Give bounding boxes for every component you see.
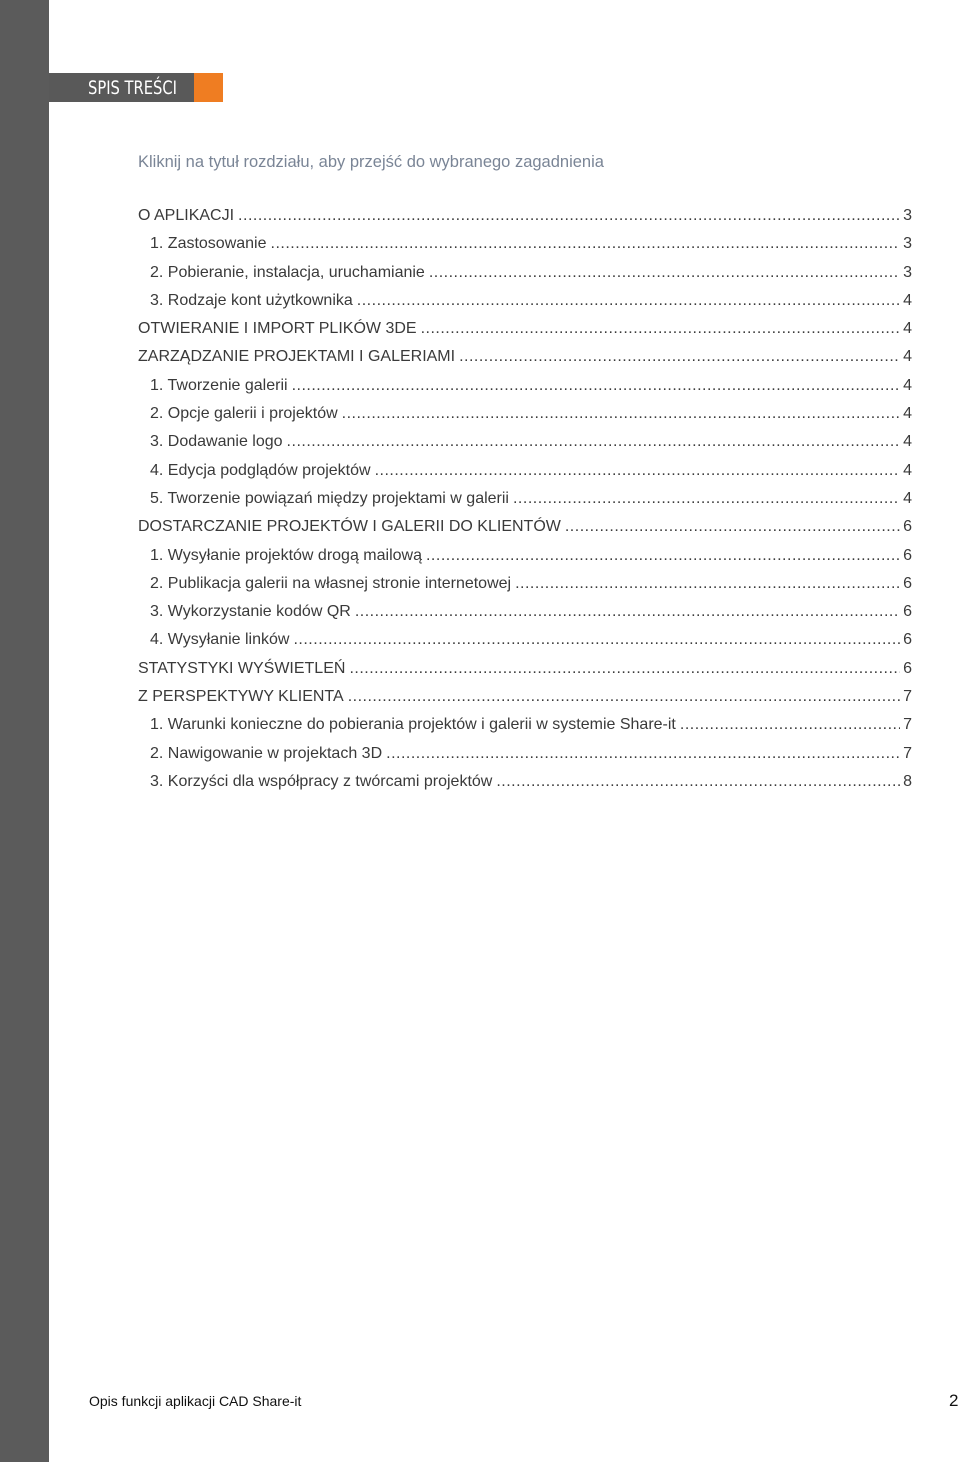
- toc-entry-page: 3: [903, 263, 912, 281]
- toc-entry-page: 7: [903, 716, 912, 734]
- toc-entry-title: DOSTARCZANIE PROJEKTÓW I GALERII DO KLIENTÓW: [138, 518, 561, 536]
- toc-entry-title: 1. Zastosowanie: [150, 235, 267, 253]
- toc-entry-title: 2. Opcje galerii i projektów: [150, 405, 338, 423]
- toc-entry[interactable]: [138, 768, 912, 796]
- toc-dot-leader: [386, 740, 900, 768]
- toc-entry[interactable]: [138, 343, 912, 371]
- toc-dot-leader: [496, 768, 900, 796]
- toc-entry[interactable]: [138, 485, 912, 513]
- toc-entry-title: 3. Dodawanie logo: [150, 433, 283, 451]
- toc-entry-title: 1. Warunki konieczne do pobierania projektów i galerii w systemie Share-it: [150, 716, 676, 734]
- toc-entry-title: 4. Edycja podglądów projektów: [150, 461, 371, 479]
- toc-entry[interactable]: [138, 428, 912, 456]
- page-number: 2: [949, 1391, 959, 1410]
- toc-entry-title: 1. Tworzenie galerii: [150, 376, 288, 394]
- toc-entry[interactable]: [138, 570, 912, 598]
- toc-entry-page: 6: [903, 603, 912, 621]
- toc-dot-leader: [271, 230, 900, 258]
- toc-entry-page: 4: [903, 348, 912, 366]
- toc-entry-page: 3: [903, 207, 912, 224]
- toc-entry-page: 4: [903, 433, 912, 451]
- toc-entry-page: 6: [903, 659, 912, 677]
- toc-entry-page: 3: [903, 235, 912, 253]
- table-of-contents: [138, 202, 912, 796]
- toc-dot-leader: [348, 683, 900, 711]
- toc-entry-page: 4: [903, 461, 912, 479]
- toc-entry-page: 4: [903, 489, 912, 507]
- toc-entry[interactable]: [138, 287, 912, 315]
- toc-entry[interactable]: [138, 372, 912, 400]
- toc-dot-leader: [293, 626, 900, 654]
- toc-entry-title: 2. Nawigowanie w projektach 3D: [150, 744, 383, 762]
- toc-entry[interactable]: [138, 542, 912, 570]
- toc-entry-page: 7: [903, 688, 912, 706]
- toc-entry[interactable]: [138, 202, 912, 230]
- toc-entry-title: 3. Wykorzystanie kodów QR: [150, 603, 351, 621]
- toc-dot-leader: [375, 457, 900, 485]
- toc-dot-leader: [680, 711, 900, 739]
- toc-entry-title: 3. Korzyści dla współpracy z twórcami projektów: [150, 772, 493, 790]
- toc-entry-title: 2. Publikacja galerii na własnej stronie internetowej: [150, 574, 512, 592]
- toc-entry-page: 6: [903, 574, 912, 592]
- toc-entry-page: 6: [903, 518, 912, 536]
- toc-entry-title: 5. Tworzenie powiązań między projektami w galerii: [150, 489, 509, 507]
- toc-entry[interactable]: [138, 457, 912, 485]
- title-accent-square: [194, 73, 223, 102]
- left-sidebar-bar: [0, 0, 49, 1462]
- toc-entry[interactable]: [138, 598, 912, 626]
- toc-entry-page: 4: [903, 320, 912, 338]
- toc-entry[interactable]: [138, 711, 912, 739]
- toc-entry[interactable]: [138, 400, 912, 428]
- toc-entry-title: 2. Pobieranie, instalacja, uruchamianie: [150, 263, 425, 281]
- toc-dot-leader: [513, 485, 900, 513]
- toc-dot-leader: [357, 287, 900, 315]
- toc-dot-leader: [421, 315, 900, 343]
- toc-entry-page: 4: [903, 405, 912, 423]
- page-title: SPIS TREŚCI: [88, 77, 177, 99]
- toc-dot-leader: [515, 570, 900, 598]
- toc-entry-title: 4. Wysyłanie linków: [150, 631, 290, 649]
- toc-dot-leader: [292, 372, 900, 400]
- toc-entry[interactable]: [138, 315, 912, 343]
- toc-entry[interactable]: [138, 683, 912, 711]
- toc-entry[interactable]: [138, 230, 912, 258]
- toc-dot-leader: [355, 598, 900, 626]
- toc-entry[interactable]: [138, 626, 912, 654]
- intro-text: Kliknij na tytuł rozdziału, aby przejść do wybranego zagadnienia: [138, 153, 604, 171]
- toc-entry[interactable]: [138, 513, 912, 541]
- toc-entry[interactable]: [138, 259, 912, 287]
- footer-title: Opis funkcji aplikacji CAD Share-it: [89, 1393, 302, 1409]
- toc-dot-leader: [238, 202, 900, 230]
- toc-dot-leader: [565, 513, 900, 541]
- toc-entry[interactable]: [138, 655, 912, 683]
- toc-entry-title: O APLIKACJI: [138, 207, 235, 224]
- toc-entry-page: 6: [903, 546, 912, 564]
- toc-dot-leader: [426, 542, 900, 570]
- toc-dot-leader: [342, 400, 900, 428]
- toc-dot-leader: [349, 655, 900, 683]
- toc-entry[interactable]: [138, 740, 912, 768]
- toc-entry-page: 8: [903, 772, 912, 790]
- toc-dot-leader: [429, 259, 900, 287]
- toc-entry-title: 3. Rodzaje kont użytkownika: [150, 291, 353, 309]
- toc-entry-title: ZARZĄDZANIE PROJEKTAMI I GALERIAMI: [138, 348, 456, 366]
- toc-entry-title: STATYSTYKI WYŚWIETLEŃ: [138, 659, 346, 677]
- toc-entry-page: 4: [903, 291, 912, 309]
- toc-entry-page: 6: [903, 631, 912, 649]
- toc-dot-leader: [459, 343, 900, 371]
- toc-entry-title: Z PERSPEKTYWY KLIENTA: [138, 688, 344, 706]
- toc-entry-title: OTWIERANIE I IMPORT PLIKÓW 3DE: [138, 320, 417, 338]
- toc-entry-title: 1. Wysyłanie projektów drogą mailową: [150, 546, 422, 564]
- toc-entry-page: 4: [903, 376, 912, 394]
- toc-dot-leader: [287, 428, 900, 456]
- toc-entry-page: 7: [903, 744, 912, 762]
